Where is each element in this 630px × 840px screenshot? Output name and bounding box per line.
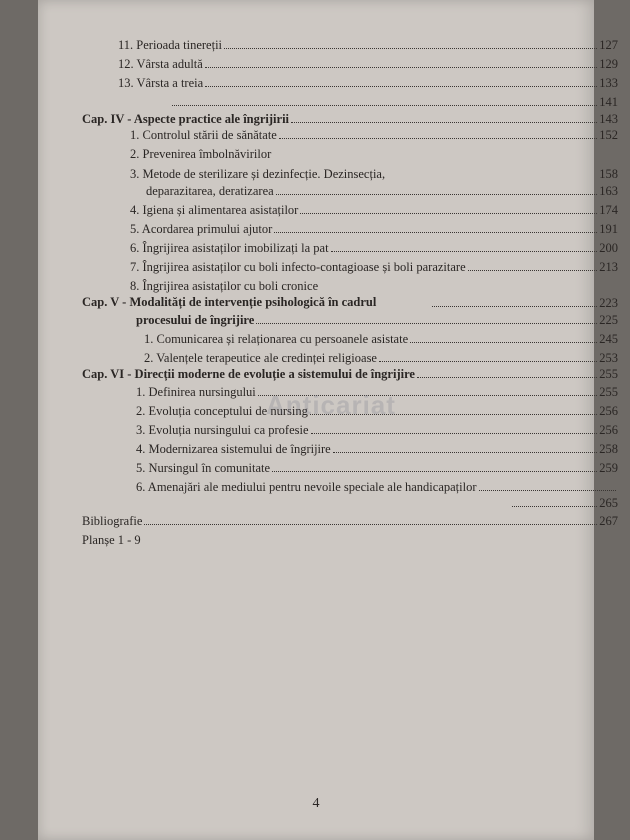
toc-entry-label: 2. Evoluția conceptului de nursing <box>136 404 308 418</box>
leader-dots <box>205 76 597 87</box>
toc-entry <box>130 147 271 162</box>
toc-entry-label: 4. Igiena și alimentarea asistaților <box>130 203 299 217</box>
toc-entry-label: 1. Controlul stării de sănătate <box>130 128 277 142</box>
leader-dots <box>205 57 597 68</box>
page-number: 4 <box>312 796 320 811</box>
toc-entry-label: deparazitarea, deratizarea <box>146 184 274 198</box>
toc-entry <box>130 260 618 275</box>
toc-chapter-label: Cap. IV - Aspecte practice ale îngrijirii <box>82 112 290 126</box>
toc-chapter-label: Cap. VI - Direcții moderne de evoluție a sistemului de îngrijire <box>82 367 415 381</box>
leader-dots <box>272 461 597 472</box>
toc-chapter <box>82 295 376 310</box>
toc-entry-page: 158 <box>599 167 618 181</box>
leader-dots <box>432 296 597 307</box>
toc-entry-label: 11. Perioada tinereții <box>118 38 223 52</box>
leader-dots <box>274 222 597 233</box>
watermark: Anticariat <box>266 390 396 420</box>
toc-entry <box>118 57 618 72</box>
leader-dots <box>256 313 597 324</box>
toc-entry-page: 259 <box>599 461 618 475</box>
toc-entry <box>130 222 618 237</box>
toc-entry-page: 225 <box>599 313 618 327</box>
leader-dots <box>512 496 597 507</box>
leader-dots <box>291 112 597 123</box>
toc-entry-label: 2. Prevenirea îmbolnăvirilor <box>130 147 272 161</box>
leader-dots <box>331 241 598 252</box>
toc-entry-page: 127 <box>599 38 618 52</box>
toc-entry-label: 3. Metode de sterilizare și dezinfecție. Dezinsecția, <box>130 167 386 181</box>
toc-entry-label: 12. Vârsta adultă <box>118 57 203 71</box>
leader-dots <box>479 480 617 491</box>
toc-entry-label: Planșe 1 - 9 <box>82 533 141 547</box>
toc-entry-page: 255 <box>599 367 618 381</box>
toc-entry-label: 6. Îngrijirea asistaților imobilizați la pat <box>130 241 329 255</box>
toc-entry <box>136 461 618 476</box>
toc-chapter <box>82 112 618 127</box>
toc-chapter-label: procesului de îngrijire <box>136 313 255 327</box>
toc-entry-page: 133 <box>599 76 618 90</box>
toc-entry <box>130 279 318 294</box>
toc-entry-label: 3. Evoluția nursingului ca profesie <box>136 423 309 437</box>
leader-dots <box>333 442 598 453</box>
leader-dots <box>379 351 597 362</box>
toc-entry-page: 213 <box>599 260 618 274</box>
toc-entry <box>136 480 618 495</box>
toc-entry <box>144 332 618 347</box>
toc-entry-page: 152 <box>599 128 618 142</box>
toc-entry <box>146 184 618 199</box>
toc-entry-page: 141 <box>599 95 618 109</box>
toc-entry-page: 223 <box>599 296 618 310</box>
toc-entry-label: 8. Îngrijirea asistaților cu boli cronice <box>130 279 319 293</box>
toc-entry-label: 5. Acordarea primului ajutor <box>130 222 273 236</box>
leader-space <box>387 168 597 178</box>
leader-dots <box>300 203 597 214</box>
book-page <box>38 0 618 840</box>
toc-entry-page: 258 <box>599 442 618 456</box>
toc-entry-label: 13. Vârsta a treia <box>118 76 204 90</box>
toc-entry-page: 200 <box>599 241 618 255</box>
toc-entry <box>118 38 618 53</box>
toc-entry <box>118 76 618 91</box>
toc-chapter-label: Cap. V - Modalități de intervenție psihologică în cadrul <box>82 295 377 309</box>
toc-entry <box>82 514 618 529</box>
toc-entry <box>82 533 141 548</box>
toc-entry <box>510 496 618 511</box>
toc-entry-label: 1. Definirea nursingului <box>136 385 256 399</box>
leader-dots <box>276 184 598 195</box>
toc-entry-page: 174 <box>599 203 618 217</box>
toc-entry-label: 2. Valențele terapeutice ale credinței religioase <box>144 351 377 365</box>
toc-chapter <box>136 313 618 328</box>
toc-entry-label: Bibliografie <box>82 514 143 528</box>
leader-dots <box>279 128 597 139</box>
leader-dots <box>144 514 597 525</box>
toc-entry <box>144 351 618 366</box>
toc-entry-label: 6. Amenajări ale mediului pentru nevoile speciale ale handicapaților <box>136 480 477 494</box>
toc-entry-page: 253 <box>599 351 618 365</box>
leader-dots <box>417 367 597 378</box>
toc-entry-page: 163 <box>599 184 618 198</box>
toc-entry <box>430 296 618 311</box>
toc-entry <box>170 95 618 110</box>
toc-entry-page: 267 <box>599 514 618 528</box>
toc-entry-page: 129 <box>599 57 618 71</box>
toc-entry <box>130 241 618 256</box>
toc-entry-label: 1. Comunicarea și relaționarea cu persoanele asistate <box>144 332 409 346</box>
toc-entry-page: 256 <box>599 423 618 437</box>
toc-entry-page: 191 <box>599 222 618 236</box>
toc-entry-page: 255 <box>599 385 618 399</box>
toc-entry-page: 256 <box>599 404 618 418</box>
leader-dots <box>172 95 597 106</box>
toc-entry <box>130 167 618 182</box>
toc-entry-label: 5. Nursingul în comunitate <box>136 461 271 475</box>
toc-entry <box>130 203 618 218</box>
leader-dots <box>468 260 598 271</box>
leader-dots <box>410 332 597 343</box>
toc-entry-label: 4. Modernizarea sistemului de îngrijire <box>136 442 331 456</box>
leader-dots <box>224 38 597 49</box>
toc-entry-page: 265 <box>599 496 618 510</box>
toc-entry <box>130 128 618 143</box>
toc-entry-label: 7. Îngrijirea asistaților cu boli infecto-contagioase și boli parazitare <box>130 260 466 274</box>
toc-chapter <box>82 367 618 382</box>
toc-entry <box>136 442 618 457</box>
toc-entry-page: 143 <box>599 112 618 126</box>
toc-entry-page: 245 <box>599 332 618 346</box>
